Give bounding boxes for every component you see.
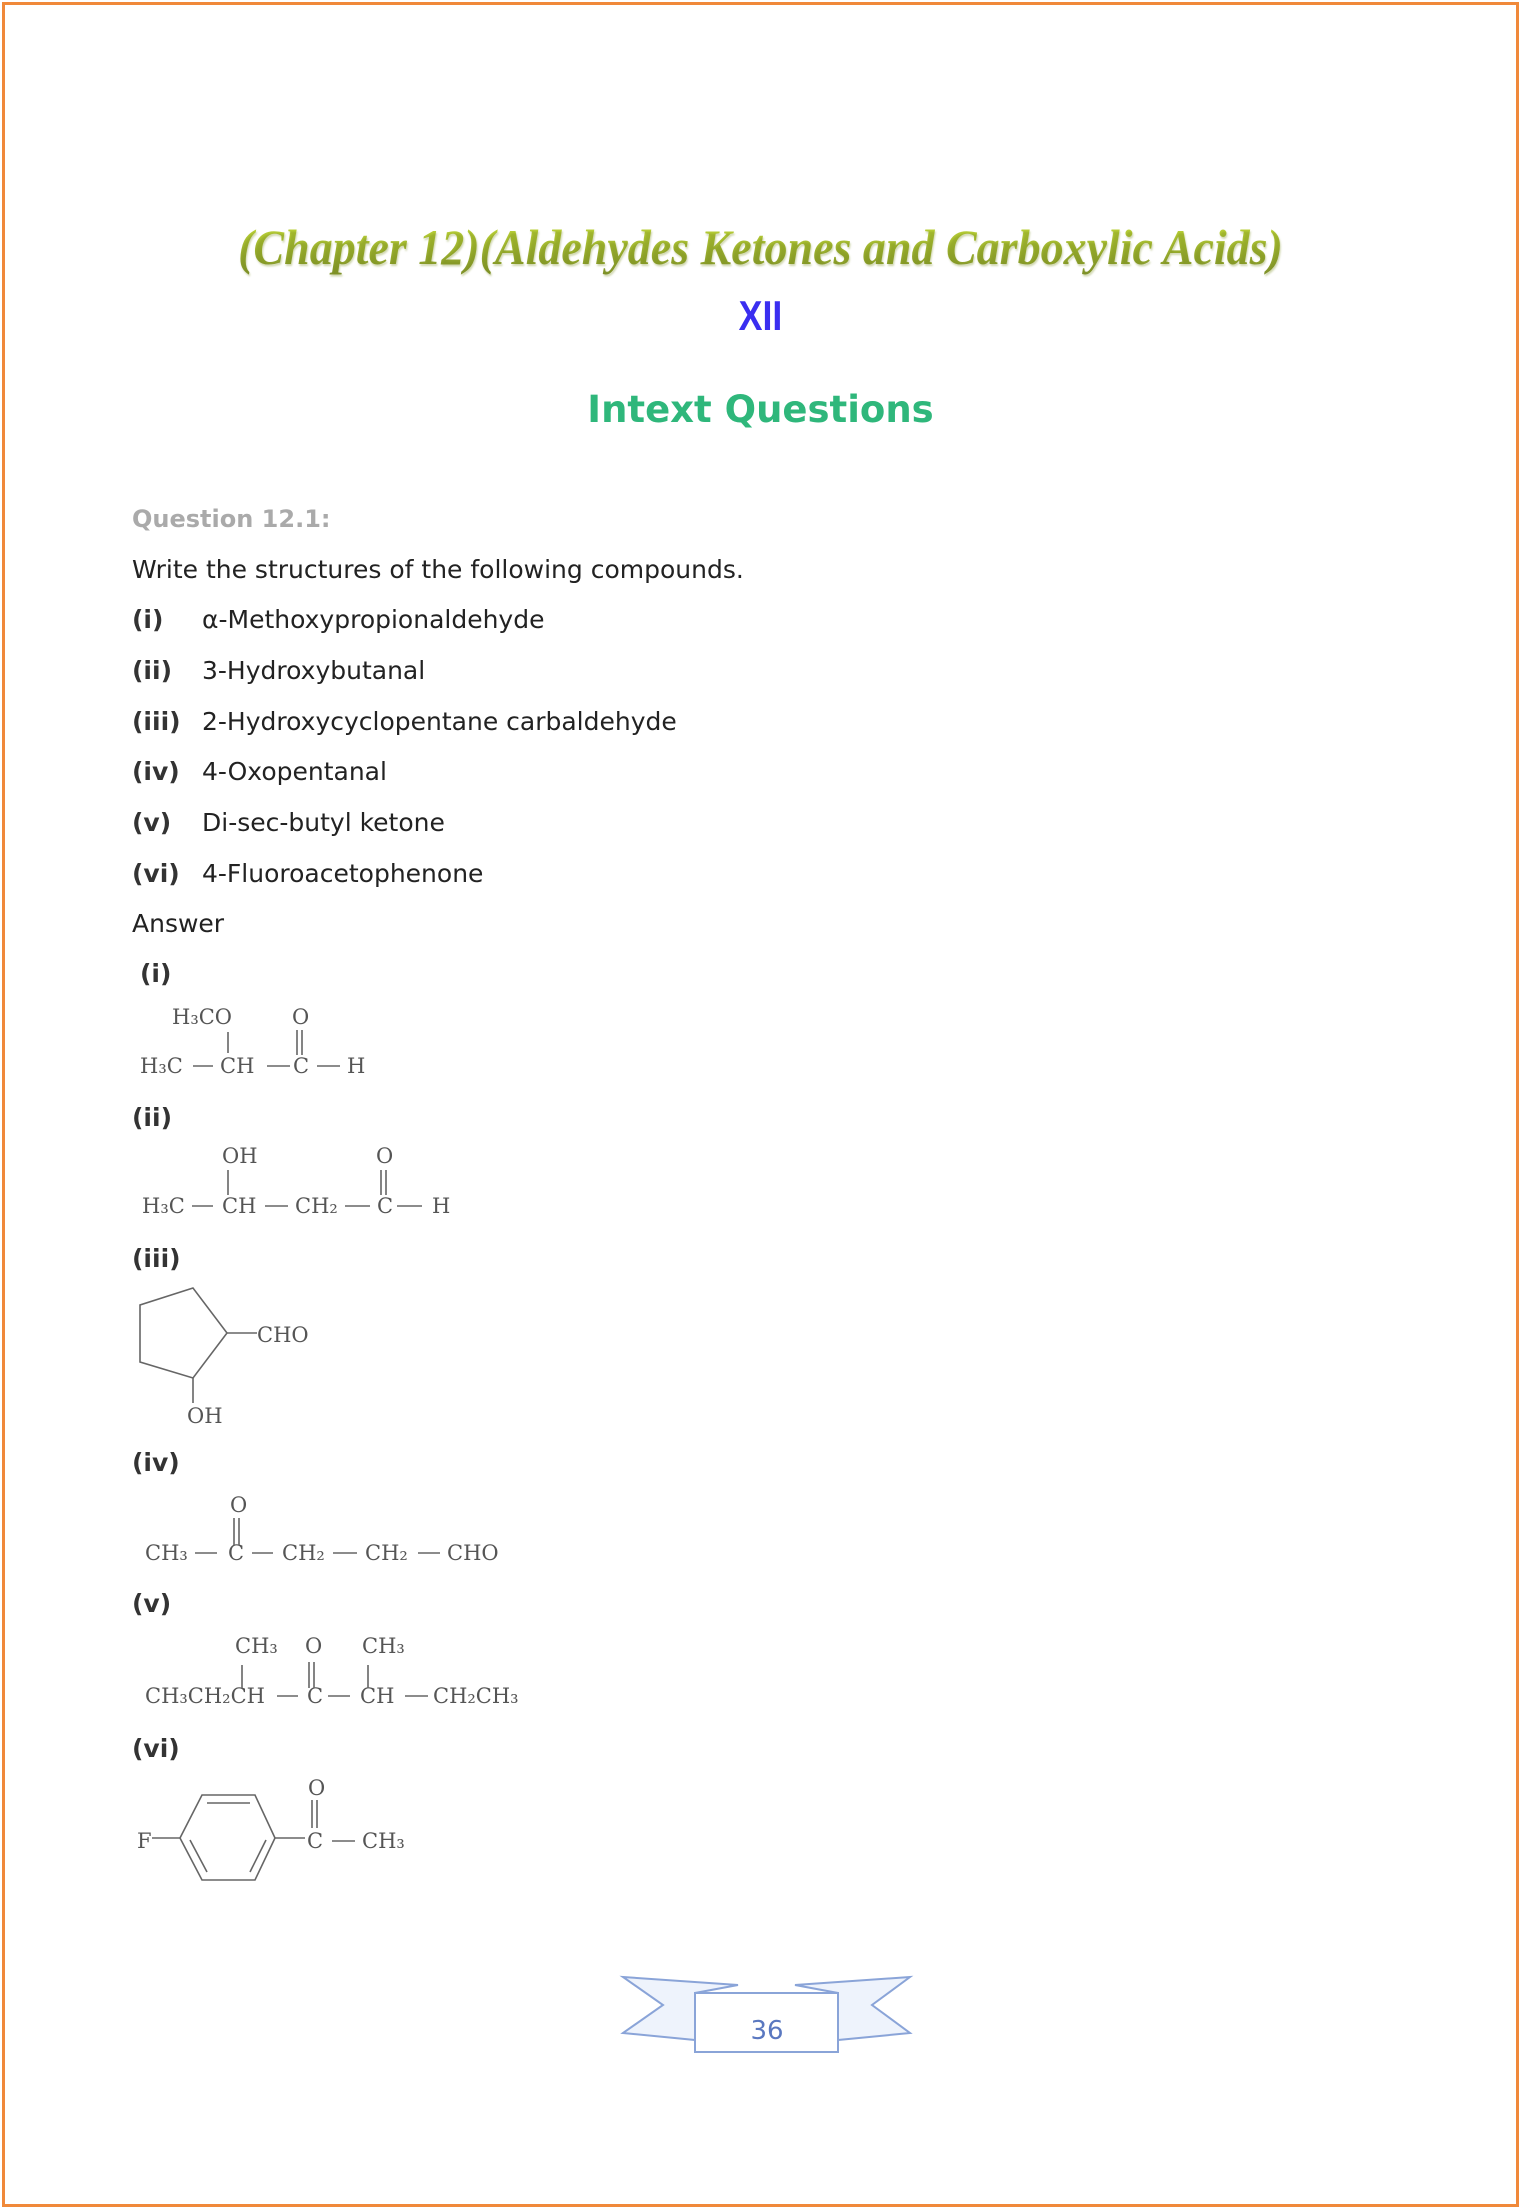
atom-label: OH [187,1404,223,1428]
atom-label: H [347,1054,366,1078]
question-heading: Question 12.1: [132,505,331,533]
item-label: (ii) [132,656,172,685]
atom-label: C [307,1829,324,1853]
structure-oxopentanal [145,1493,499,1565]
atom-label: CH [222,1194,257,1218]
atom-label: C [377,1194,394,1218]
atom-label: H₃CO [172,1005,233,1029]
structure-hydroxycyclopentane-carbaldehyde [140,1288,309,1428]
structure-fluoroacetophenone [137,1776,405,1880]
item-text: 2-Hydroxycyclopentane carbaldehyde [202,707,677,736]
item-label: (iv) [132,757,180,786]
item-label: (i) [132,605,164,634]
chapter-title: (Chapter 12)(Aldehydes Ketones and Carboxylic Acids) [61,218,1460,276]
question-prompt: Write the structures of the following compounds. [132,555,744,584]
answer-label: (i) [140,959,172,988]
answer-label: (v) [132,1589,172,1618]
atom-label: CH₃ [235,1634,278,1658]
atom-label: CH₂ [295,1194,338,1218]
bond [190,1840,207,1872]
page-number: 36 [750,2016,784,2046]
item-text: Di-sec-butyl ketone [202,808,445,837]
section-heading: Intext Questions [587,388,934,431]
cyclopentane-ring [140,1288,227,1378]
atom-label: C [293,1054,310,1078]
atom-label: CH [220,1054,255,1078]
atom-label: CHO [257,1323,309,1347]
item-text: 4-Oxopentanal [202,757,387,786]
atom-label: CH₂ [282,1541,325,1565]
class-grade: XII [738,292,783,339]
atom-label: CH₂CH₃ [433,1684,519,1708]
page-number-ribbon [623,1977,910,2052]
atom-label: O [376,1144,394,1168]
structure-hydroxybutanal [142,1144,450,1218]
atom-label: O [230,1493,248,1517]
atom-label: CHO [447,1541,499,1565]
structure-methoxypropionaldehyde [140,1005,365,1078]
item-text: 3-Hydroxybutanal [202,656,426,685]
answer-label: (iv) [132,1448,180,1477]
atom-label: H₃C [142,1194,185,1218]
answer-label: (iii) [132,1244,181,1273]
atom-label: O [292,1005,310,1029]
atom-label: CH₃ [362,1829,405,1853]
atom-label: CH [360,1684,395,1708]
item-label: (v) [132,808,172,837]
structure-di-sec-butyl-ketone [145,1634,519,1708]
atom-label: CH₃ [362,1634,405,1658]
atom-label: F [137,1829,152,1853]
answer-label: (vi) [132,1734,180,1763]
atom-label: CH₂ [365,1541,408,1565]
atom-label: OH [222,1144,258,1168]
benzene-ring [180,1795,275,1880]
atom-label: CH₃CH₂CH [145,1684,265,1708]
atom-label: CH₃ [145,1541,188,1565]
atom-label: H₃C [140,1054,183,1078]
item-label: (vi) [132,859,180,888]
atom-label: H [432,1194,451,1218]
atom-label: C [228,1541,245,1565]
bond [250,1840,266,1872]
item-text: 4-Fluoroacetophenone [202,859,484,888]
item-text: α-Methoxypropionaldehyde [202,605,545,634]
atom-label: O [308,1776,326,1800]
answer-heading: Answer [132,909,225,938]
item-label: (iii) [132,707,181,736]
atom-label: C [307,1684,324,1708]
atom-label: O [305,1634,323,1658]
answer-label: (ii) [132,1103,172,1132]
